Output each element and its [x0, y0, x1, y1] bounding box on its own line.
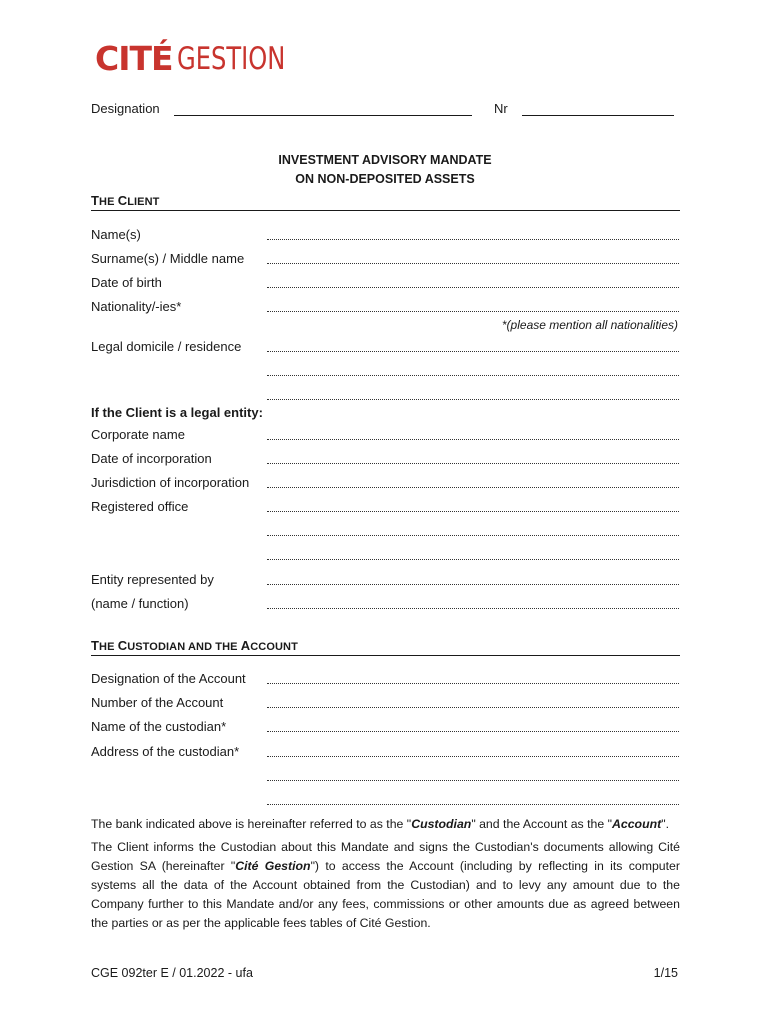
- custodian-name-label: Name of the custodian*: [91, 719, 227, 734]
- date-of-incorporation-label: Date of incorporation: [91, 451, 212, 466]
- name-function-field[interactable]: [267, 607, 679, 609]
- title-line-2: ON NON-DEPOSITED ASSETS: [295, 172, 475, 186]
- names-field[interactable]: [267, 238, 679, 240]
- date-of-birth-label: Date of birth: [91, 275, 162, 290]
- custodian-definition-paragraph: [91, 815, 680, 834]
- heading-cap: A: [240, 638, 251, 653]
- section-heading-client: [91, 193, 680, 211]
- account-number-label: Number of the Account: [91, 695, 224, 710]
- nr-field[interactable]: [522, 101, 674, 116]
- title-line-1: INVESTMENT ADVISORY MANDATE: [278, 153, 492, 167]
- heading-rest: HE: [99, 196, 118, 208]
- legal-domicile-field-line-2[interactable]: [267, 374, 679, 376]
- date-of-incorporation-field[interactable]: [267, 462, 679, 464]
- surnames-field[interactable]: [267, 262, 679, 264]
- para-text: The Client informs the Custodian about this Mandate and signs the Custodian's documents allowing Cité Gestion SA (hereinafter ": [91, 840, 680, 873]
- legal-domicile-field-line-3[interactable]: [267, 398, 679, 400]
- legal-entity-heading: If the Client is a legal entity:: [91, 405, 263, 420]
- legal-domicile-field-line-1[interactable]: [267, 350, 679, 352]
- logo-gestion: GESTION: [176, 41, 285, 77]
- jurisdiction-label: Jurisdiction of incorporation: [91, 475, 250, 490]
- para-text: " and the Account as the ": [471, 817, 612, 831]
- custodian-address-field-line-2[interactable]: [267, 779, 679, 781]
- nr-label: Nr: [494, 101, 508, 116]
- cite-gestion-term: Cité Gestion: [235, 859, 311, 873]
- nationality-label: Nationality/-ies*: [91, 299, 182, 314]
- account-designation-field[interactable]: [267, 682, 679, 684]
- corporate-name-label: Corporate name: [91, 427, 185, 442]
- para-text: The bank indicated above is hereinafter referred to as the ": [91, 817, 412, 831]
- mandate-information-paragraph: [91, 838, 680, 933]
- nationality-field[interactable]: [267, 310, 679, 312]
- name-function-label: (name / function): [91, 596, 189, 611]
- logo-cite: CITÉ: [95, 39, 173, 78]
- custodian-address-field-line-3[interactable]: [267, 803, 679, 805]
- registered-office-field-line-1[interactable]: [267, 510, 679, 512]
- designation-label: Designation: [91, 101, 160, 116]
- para-text: ") to access the Account (including by reflecting in its computer systems all the data of the Account obtained from the Custodian) and to levy any amount due to the Company further to this Mandate and/or any fees, commissions or other amounts due as agreed between the parties or as per the applicable fees tables of Cité Gestion.: [91, 859, 680, 930]
- custodian-name-field[interactable]: [267, 730, 679, 732]
- heading-cap: C: [117, 193, 128, 208]
- heading-cap: T: [91, 193, 100, 208]
- section-heading-custodian: [91, 638, 680, 656]
- legal-domicile-label: Legal domicile / residence: [91, 339, 242, 354]
- page-number: 1/15: [653, 966, 678, 980]
- account-term: Account: [612, 817, 662, 831]
- custodian-address-field-line-1[interactable]: [267, 755, 679, 757]
- heading-rest: HE: [99, 641, 118, 653]
- heading-rest: CCOUNT: [250, 641, 298, 653]
- represented-by-label: Entity represented by: [91, 572, 214, 587]
- account-designation-label: Designation of the Account: [91, 671, 246, 686]
- registered-office-label: Registered office: [91, 499, 189, 514]
- date-of-birth-field[interactable]: [267, 286, 679, 288]
- registered-office-field-line-3[interactable]: [267, 558, 679, 560]
- account-number-field[interactable]: [267, 706, 679, 708]
- jurisdiction-field[interactable]: [267, 486, 679, 488]
- heading-rest: LIENT: [127, 196, 160, 208]
- heading-rest: USTODIAN AND THE: [127, 641, 241, 653]
- custodian-term: Custodian: [411, 817, 472, 831]
- registered-office-field-line-2[interactable]: [267, 534, 679, 536]
- para-text: ".: [661, 817, 669, 831]
- custodian-address-label: Address of the custodian*: [91, 744, 240, 759]
- heading-cap: C: [117, 638, 128, 653]
- nationality-note: *(please mention all nationalities): [501, 318, 678, 332]
- corporate-name-field[interactable]: [267, 438, 679, 440]
- names-label: Name(s): [91, 227, 141, 242]
- represented-by-field[interactable]: [267, 583, 679, 585]
- document-title: [0, 151, 770, 189]
- designation-field[interactable]: [174, 101, 472, 116]
- surnames-label: Surname(s) / Middle name: [91, 251, 245, 266]
- document-code: CGE 092ter E / 01.2022 - ufa: [91, 966, 253, 980]
- cite-gestion-logo: [95, 40, 316, 76]
- heading-cap: T: [91, 638, 100, 653]
